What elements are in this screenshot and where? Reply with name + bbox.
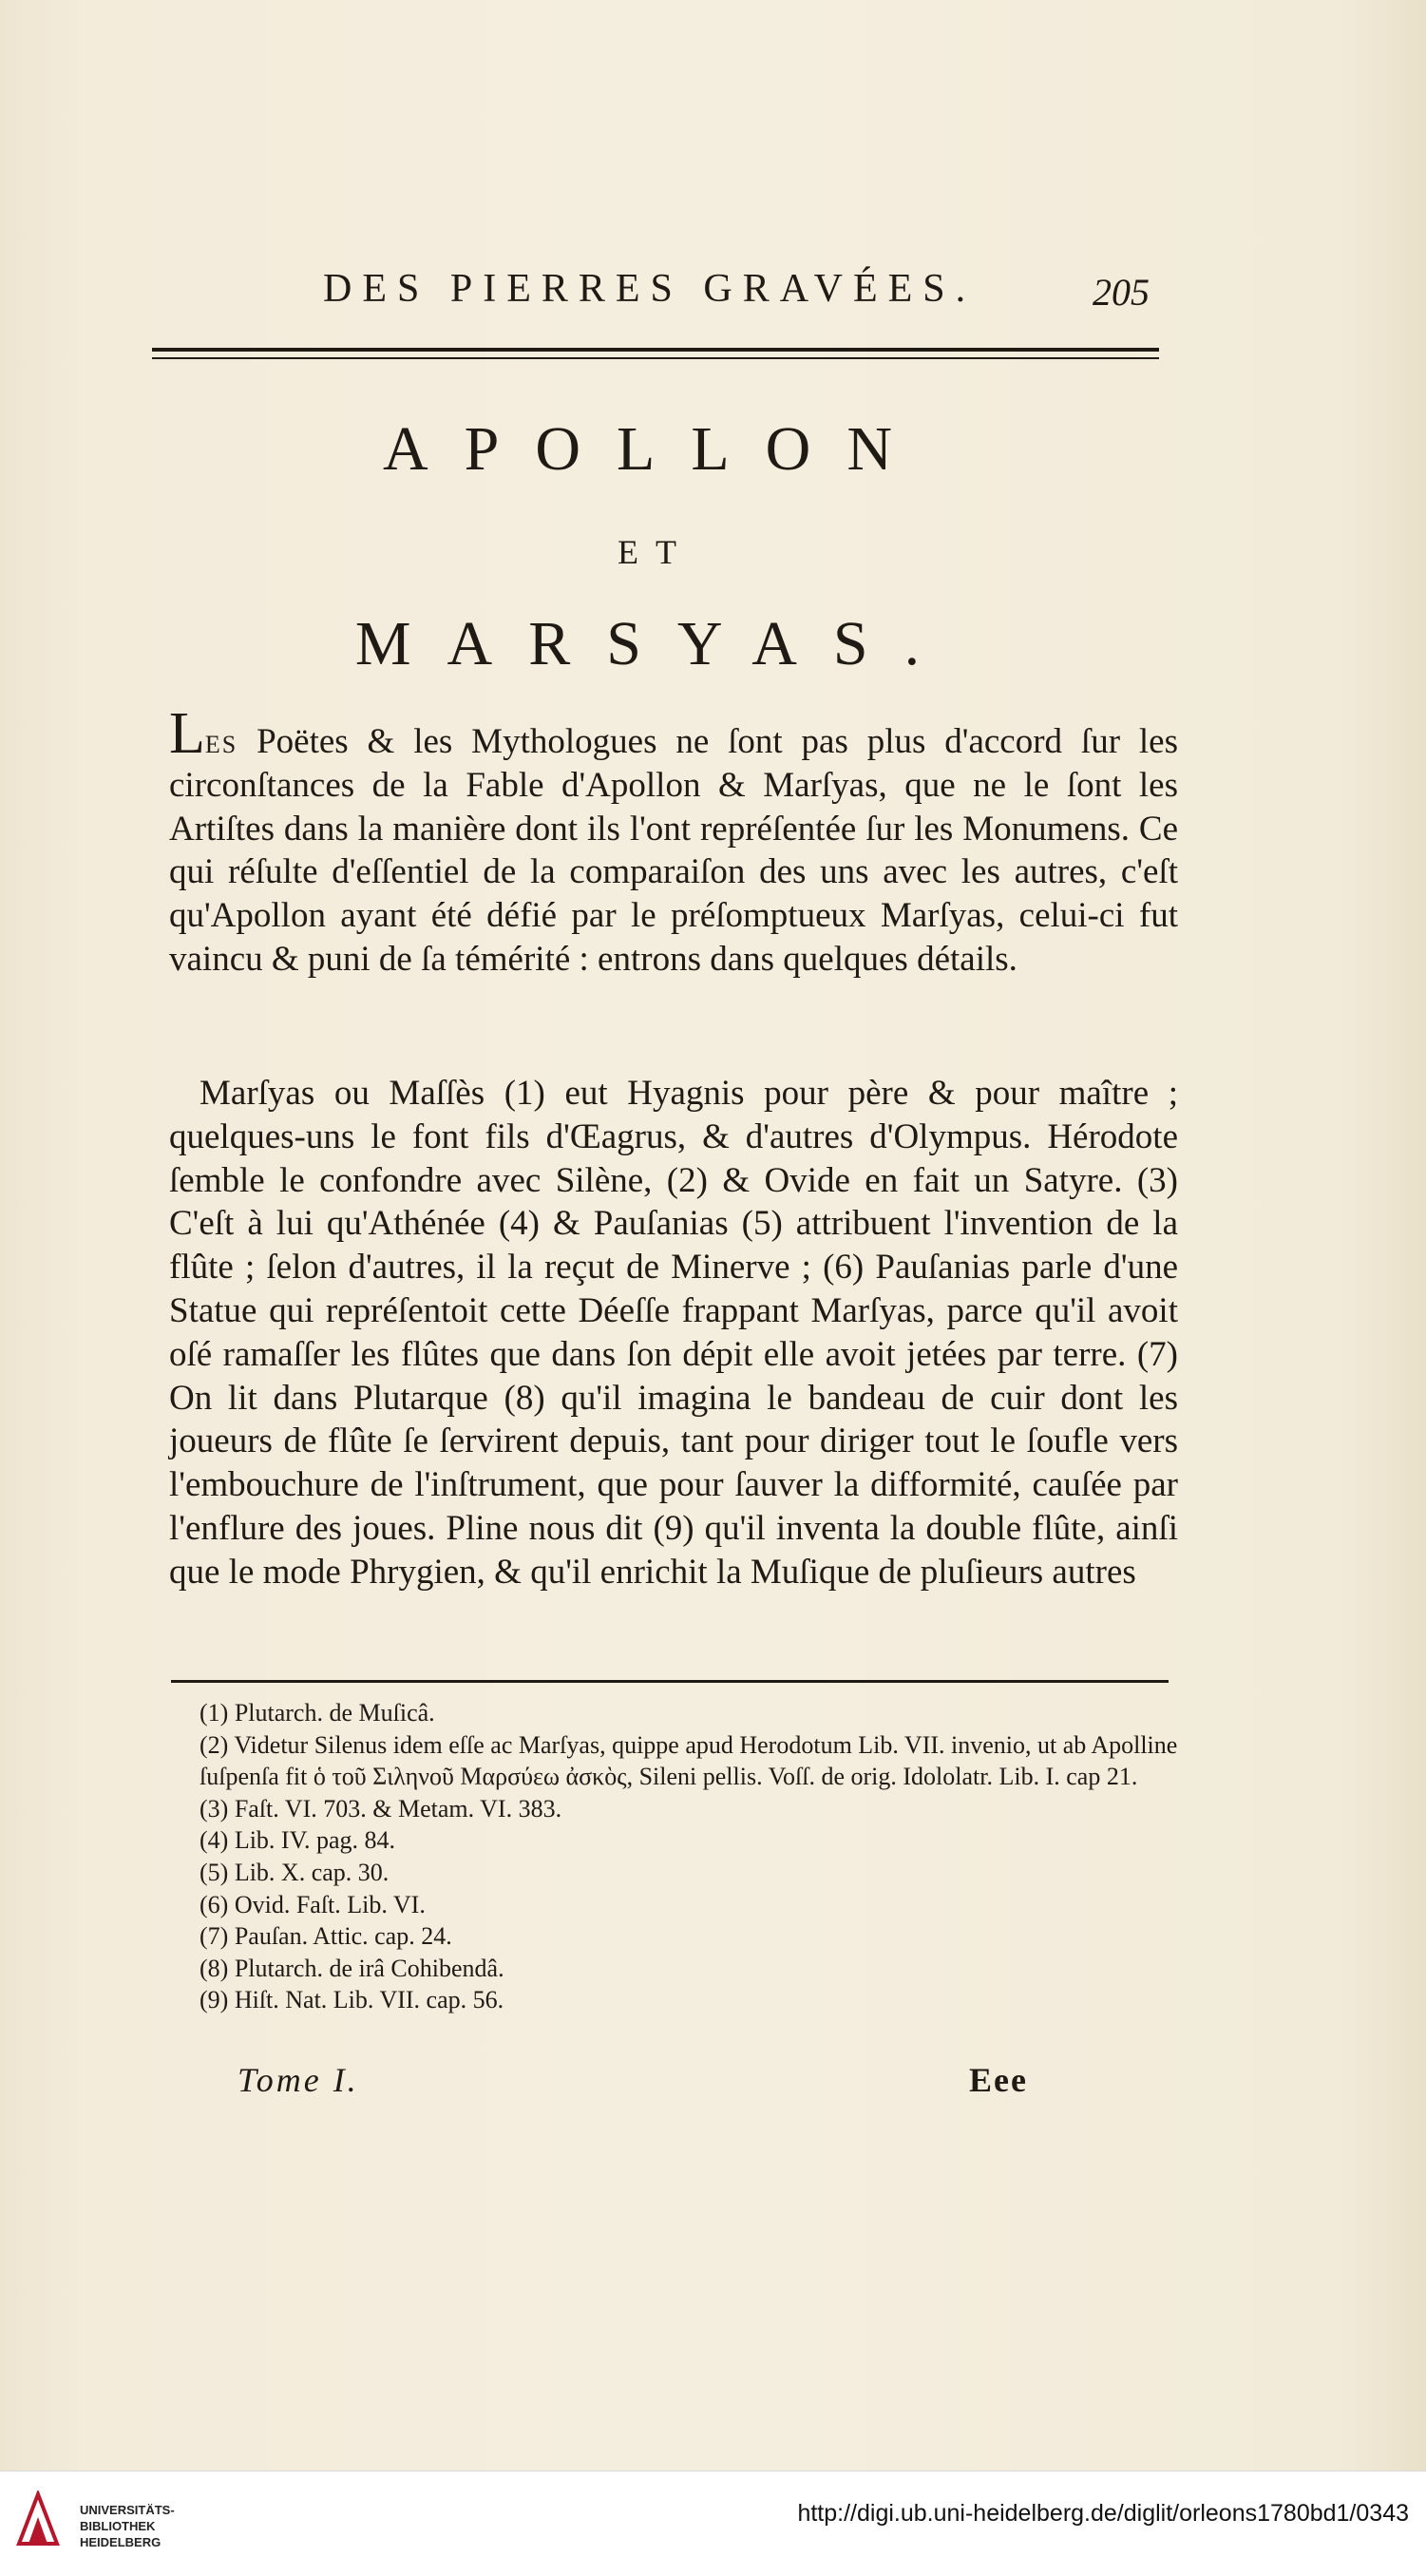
library-name-line-1: UNIVERSITÄTS- (80, 2503, 175, 2517)
library-name-line-2: BIBLIOTHEK (80, 2519, 156, 2533)
footnote-rule (171, 1680, 1169, 1683)
footnote-9: (9) Hiſt. Nat. Lib. VII. cap. 56. (200, 1986, 504, 2014)
title-apollon: APOLLON (383, 414, 928, 484)
running-head: DES PIERRES GRAVÉES. (323, 267, 977, 311)
library-name (80, 2502, 175, 2550)
paragraph-2: Marſyas ou Maſſès (1) eut Hyagnis pour père & pour maître ; quelques-uns le font fils d'Œagrus, & d'autres d'Olympus. Hérodote ſemble le confondre avec Silène, (2) & Ovide en fait un Satyre. (3) C'eſt à lui qu'Athénée (4) & Pauſanias (5) attribuent l'invention de la flûte ; ſelon d'autres, il la reçut de Minerve ; (6) Pauſanias parle d'une Statue qui repréſentoit cette Déeſſe frappant Marſyas, parce qu'il avoit oſé ramaſſer les flûtes que dans ſon dépit elle avoit jetées par terre. (7) On lit dans Plutarque (8) qu'il imagina le bandeau de cuir dont les joueurs de flûte ſe ſervirent depuis, tant pour diriger tout le ſoufle vers l'embouchure de l'inſtrument, que pour ſauver la difformité, cauſée par l'enflure des joues. Pline nous dit (9) qu'il inventa la double flûte, ainſi que le mode Phrygien, & qu'il enrichit la Muſique de pluſieurs autres (169, 1074, 1178, 1592)
paragraph-1 (169, 701, 1178, 982)
title-et: ET (618, 533, 694, 571)
volume-marker: Tome I. (238, 2061, 359, 2099)
footnote-1: (1) Plutarch. de Muſicâ. (200, 1699, 435, 1727)
footnote-6: (6) Ovid. Faſt. Lib. VI. (200, 1890, 426, 1918)
title-marsyas: MARSYAS. (354, 609, 957, 678)
signature-mark: Eee (969, 2061, 1028, 2099)
footnote-3: (3) Faſt. VI. 703. & Metam. VI. 383. (200, 1794, 562, 1822)
footnote-4: (4) Lib. IV. pag. 84. (200, 1826, 396, 1855)
footnote-8: (8) Plutarch. de irâ Cohibendâ. (200, 1954, 504, 1982)
opening-small-caps: es (204, 722, 238, 761)
footnotes (171, 1697, 1178, 2016)
source-url-link[interactable]: http://digi.ub.uni-heidelberg.de/diglit/orleons1780bd1/0343 (797, 2500, 1409, 2527)
header-rule-thin (152, 357, 1159, 359)
university-library-logo-icon (15, 2490, 61, 2547)
footnote-7: (7) Pauſan. Attic. cap. 24. (200, 1922, 452, 1951)
footnote-5: (5) Lib. X. cap. 30. (200, 1858, 390, 1886)
drop-cap: L (169, 701, 205, 766)
header-rule (152, 348, 1159, 352)
page-number: 205 (1093, 271, 1150, 314)
library-name-line-3: HEIDELBERG (80, 2535, 162, 2549)
paragraph-1-text: Poëtes & les Mythologues ne ſont pas plus d'accord ſur les circonſtances de la Fable d'Apollon & Marſyas, que ne le ſont les Artiſtes dans la manière dont ils l'ont repréſentée ſur les Monumens. Ce qui réſulte d'eſſentiel de la comparaiſon des uns avec les autres, c'eſt qu'Apollon ayant été défié par le préſomptueux Marſyas, celui-ci fut vaincu & puni de ſa témérité : entrons dans quelques détails. (169, 722, 1178, 979)
viewer-footer-bar (0, 2471, 1426, 2576)
footnote-2: (2) Videtur Silenus idem eſſe ac Marſyas, quippe apud Herodotum Lib. VII. invenio, ut ab Apolline ſuſpenſa fit ὁ τοῦ Σιληνοῦ Μαρσύεω ἀσκὸς, Sileni pellis. Voſſ. de orig. Idololatr. Lib. I. cap 21. (200, 1730, 1178, 1791)
